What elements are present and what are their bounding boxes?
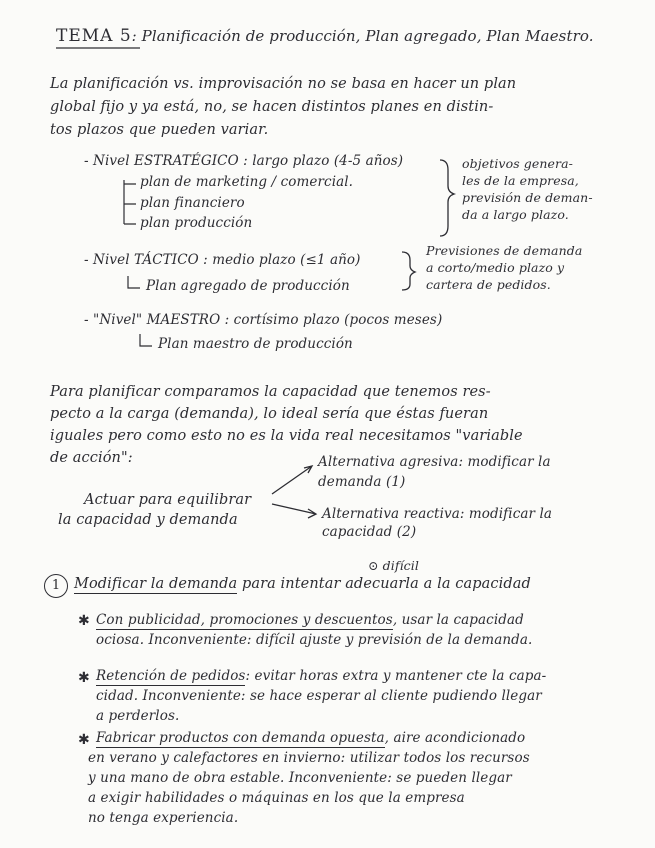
tactical-note: a corto/medio plazo y: [426, 260, 565, 275]
section-heading: [74, 576, 531, 592]
bullet-line: ociosa. Inconveniente: difícil ajuste y previsión de la demanda.: [96, 632, 533, 648]
bullet-line: cidad. Inconveniente: se hace esperar al cliente pudiendo llegar: [96, 688, 542, 704]
tactical-note: Previsiones de demanda: [426, 243, 583, 258]
strategic-note: les de la empresa,: [462, 173, 579, 188]
tactical-brace: [402, 252, 415, 290]
bullet-marker-3: ✱: [78, 732, 90, 748]
tactical-heading: - Nivel TÁCTICO : medio plazo (≤1 año): [84, 252, 361, 268]
strategic-brace: [440, 160, 454, 236]
page-title: [56, 26, 594, 46]
section-number: 1: [44, 574, 68, 598]
title-rest: : Planificación de producción, Plan agregado, Plan Maestro.: [131, 27, 594, 45]
intro-line: La planificación vs. improvisación no se basa en hacer un plan: [50, 76, 517, 92]
capacity-line: iguales pero como esto no es la vida real necesitamos "variable: [50, 428, 523, 444]
alt1-text: demanda (1): [318, 474, 406, 490]
bullet-text: , aire acondicionado: [384, 730, 526, 746]
master-heading: - "Nivel" MAESTRO : cortísimo plazo (pocos meses): [84, 312, 443, 328]
strategic-item: plan financiero: [140, 195, 245, 211]
intro-line: global fijo y ya está, no, se hacen distintos planes en distin-: [50, 99, 494, 115]
actuar-text: la capacidad y demanda: [58, 512, 238, 528]
capacity-line: Para planificar comparamos la capacidad que tenemos res-: [50, 384, 491, 400]
strategic-heading: - Nivel ESTRATÉGICO : largo plazo (4-5 años): [84, 153, 404, 169]
tactical-item: Plan agregado de producción: [146, 278, 350, 294]
bullet-line: [96, 668, 546, 684]
arrow-to-alt1: [272, 466, 312, 494]
capacity-line: de acción":: [50, 450, 133, 466]
bullet-line: a exigir habilidades o máquinas en los que la empresa: [88, 790, 465, 806]
bullet-text: : evitar horas extra y mantener cte la capa-: [245, 668, 547, 684]
section-heading-underlined: Modificar la demanda: [74, 576, 238, 592]
strategic-note: objetivos genera-: [462, 156, 573, 171]
tactical-tree-line: [128, 276, 140, 288]
capacity-line: pecto a la carga (demanda), lo ideal sería que éstas fueran: [50, 406, 489, 422]
bullet-line: en verano y calefactores en invierno: utilizar todos los recursos: [88, 750, 530, 766]
bullet-marker-1: ✱: [78, 613, 90, 629]
alt2-text: Alternativa reactiva: modificar la: [322, 506, 553, 522]
arrow-to-alt2: [272, 504, 316, 518]
bullet-line: [96, 730, 525, 746]
strategic-note: previsión de deman-: [462, 190, 593, 205]
master-tree-line: [140, 334, 152, 346]
bullet-title: Fabricar productos con demanda opuesta: [96, 730, 385, 746]
alt2-text: capacidad (2): [322, 524, 417, 540]
strategic-item: plan producción: [140, 215, 253, 231]
bullet-line: [96, 612, 524, 628]
title-tema: TEMA 5: [56, 26, 132, 46]
bullet-marker-2: ✱: [78, 670, 90, 686]
bullet-title: Con publicidad, promociones y descuentos: [96, 612, 393, 628]
bullet-text: , usar la capacidad: [392, 612, 524, 628]
difficulty-note: ⊙ difícil: [368, 558, 419, 573]
intro-line: tos plazos que pueden variar.: [50, 122, 269, 138]
alt1-text: Alternativa agresiva: modificar la: [318, 454, 551, 470]
bullet-line: no tenga experiencia.: [88, 810, 239, 826]
bullet-line: y una mano de obra estable. Inconveniente: se pueden llegar: [88, 770, 512, 786]
strategic-item: plan de marketing / comercial.: [140, 174, 354, 190]
tactical-note: cartera de pedidos.: [426, 277, 551, 292]
strategic-note: da a largo plazo.: [462, 207, 569, 222]
strategic-tree-lines: [124, 180, 136, 224]
master-item: Plan maestro de producción: [158, 336, 353, 352]
bullet-title: Retención de pedidos: [96, 668, 246, 684]
actuar-text: Actuar para equilibrar: [84, 492, 252, 508]
bullet-line: a perderlos.: [96, 708, 180, 724]
section-heading-rest: para intentar adecuarla a la capacidad: [237, 576, 531, 592]
